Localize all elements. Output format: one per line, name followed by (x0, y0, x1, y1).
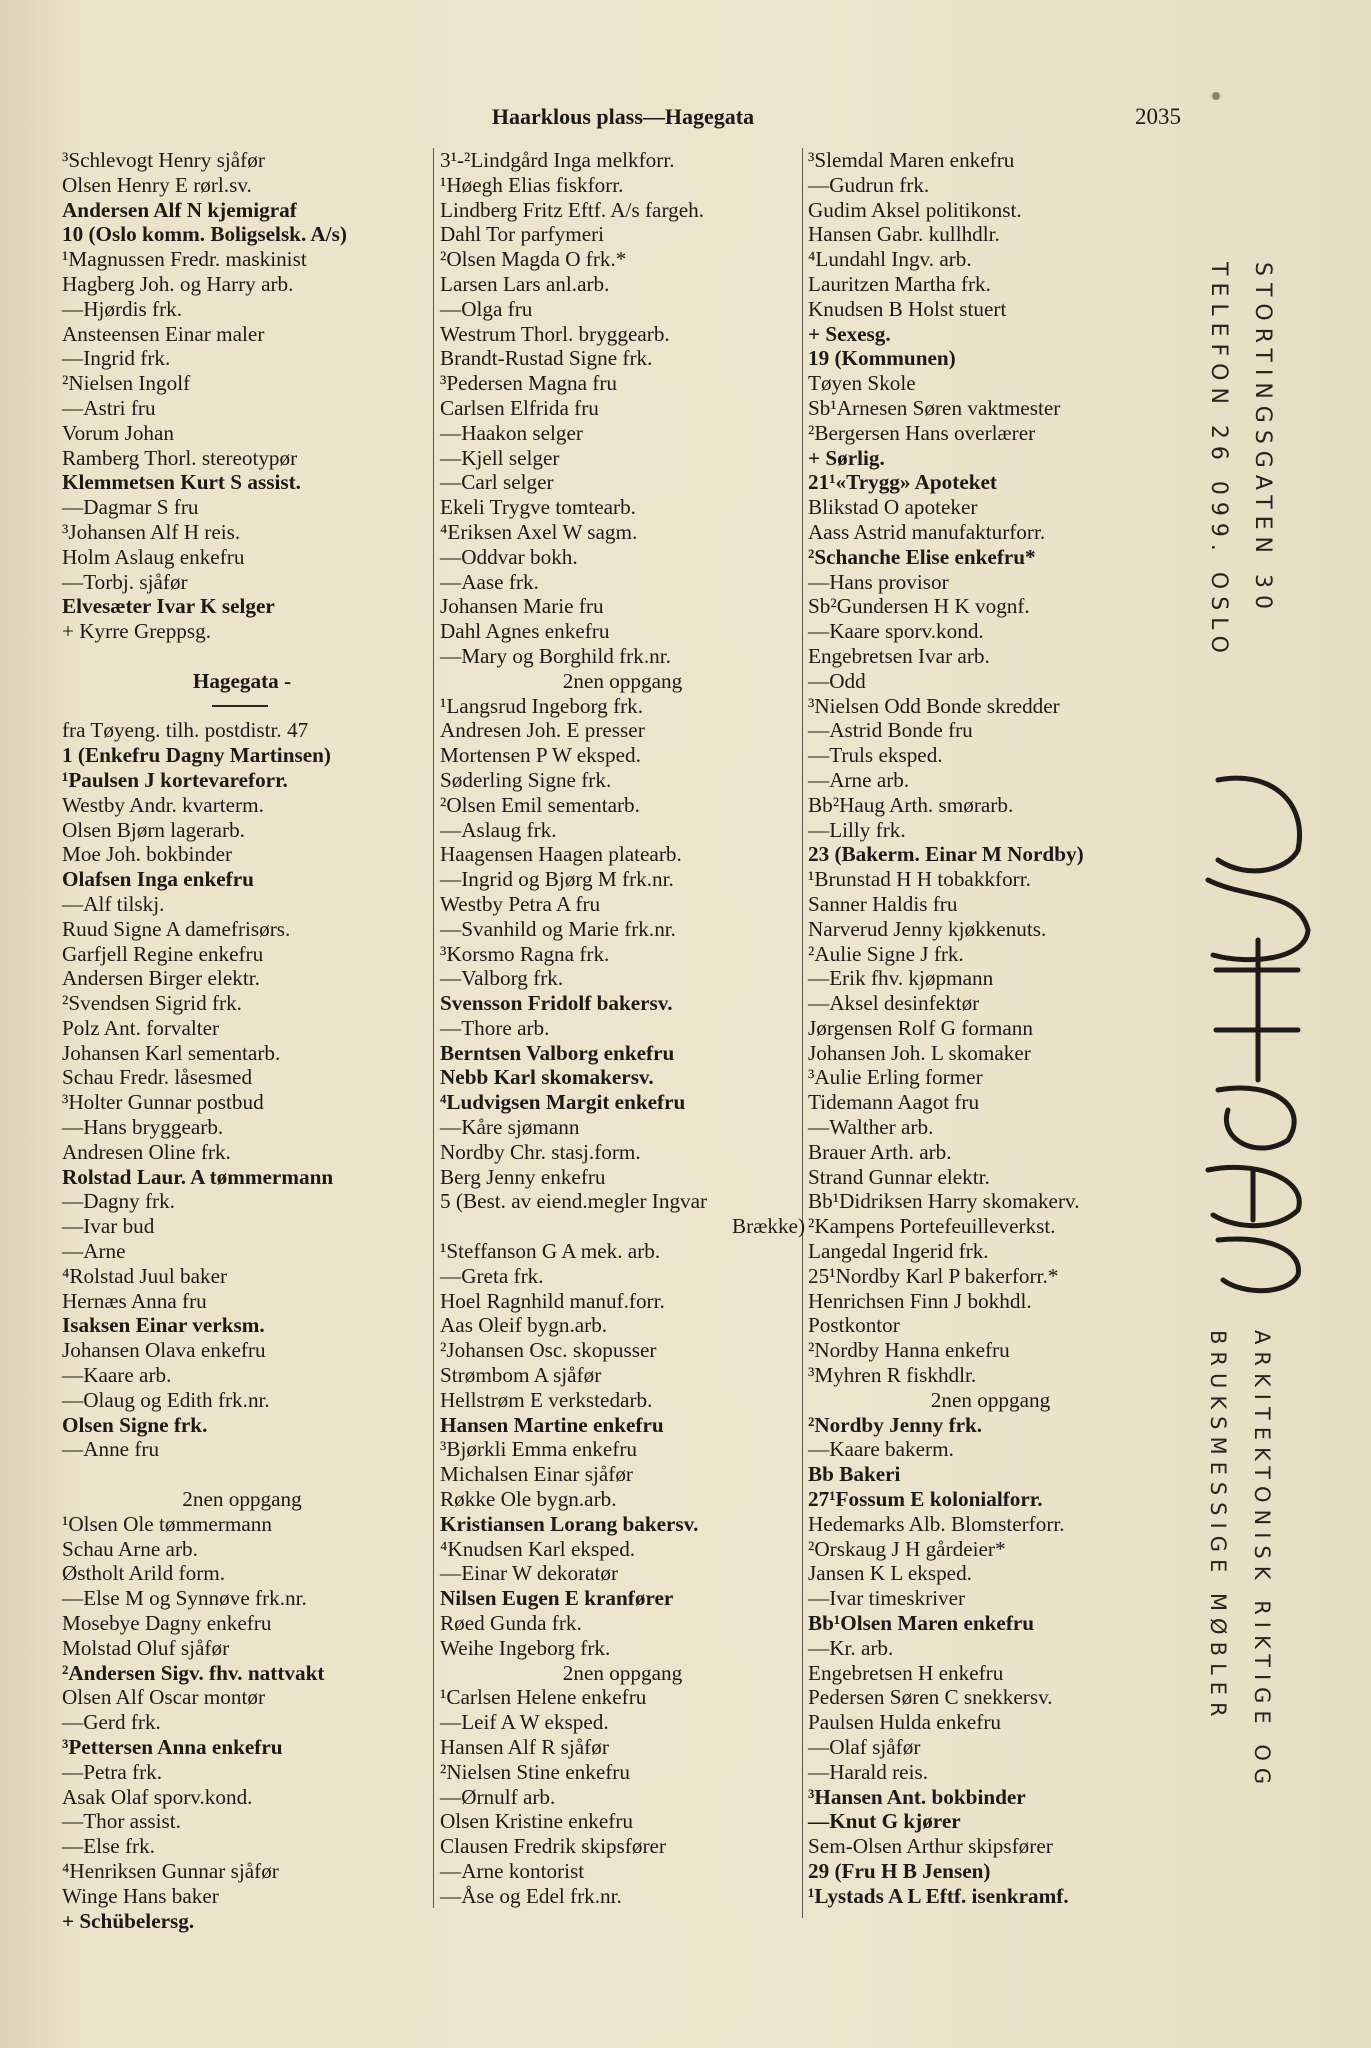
directory-entry: Carlsen Elfrida fru (440, 395, 599, 420)
directory-entry: —Oddvar bokh. (440, 544, 578, 569)
directory-entry: —Hjørdis frk. (62, 296, 183, 321)
directory-entry: Røkke Ole bygn.arb. (440, 1487, 617, 1512)
directory-entry: Westby Petra A fru (440, 891, 601, 916)
directory-entry: ²Svendsen Sigrid frk. (62, 991, 242, 1016)
directory-entry: Narverud Jenny kjøkkenuts. (808, 916, 1047, 941)
directory-entry: ⁴Eriksen Axel W sagm. (440, 519, 638, 544)
column-2 (440, 148, 805, 1909)
directory-entry: Dahl Agnes enkefru (440, 619, 610, 644)
directory-entry: Larsen Lars anl.arb. (440, 271, 610, 296)
directory-entry: ³Holter Gunnar postbud (62, 1090, 264, 1115)
directory-entry: Ruud Signe A damefrisørs. (62, 916, 291, 941)
directory-entry: Sem-Olsen Arthur skipsfører (808, 1834, 1053, 1859)
directory-entry: Haagensen Haagen platearb. (440, 842, 682, 867)
directory-entry: ²Aulie Signe J frk. (808, 941, 964, 966)
page-number: 2035 (1135, 104, 1181, 129)
company-signature-logo (1188, 760, 1318, 1300)
directory-entry: ³Aulie Erling former (808, 1065, 983, 1090)
directory-entry: Østholt Arild form. (62, 1561, 226, 1586)
directory-entry: Sb¹Arnesen Søren vaktmester (808, 395, 1061, 420)
directory-entry: Moe Joh. bokbinder (62, 842, 233, 867)
directory-entry: —Astri fru (62, 395, 156, 420)
directory-entry: ²Schanche Elise enkefru* (808, 544, 1036, 569)
section-rule (62, 694, 422, 719)
directory-entry: Nilsen Eugen E kranfører (440, 1586, 674, 1611)
directory-entry: Winge Hans baker (62, 1883, 219, 1908)
directory-entry: ⁴Rolstad Juul baker (62, 1263, 228, 1288)
page-title: Haarklous plass—Hagegata (491, 104, 755, 129)
directory-entry: —Haakon selger (440, 420, 583, 445)
directory-entry: Schau Fredr. låsesmed (62, 1065, 253, 1090)
directory-entry: —Ingrid og Bjørg M frk.nr. (440, 867, 674, 892)
directory-entry: Langedal Ingerid frk. (808, 1239, 989, 1264)
directory-entry: + Sexesg. (808, 321, 891, 346)
directory-entry: Polz Ant. forvalter (62, 1015, 220, 1040)
directory-entry: Weihe Ingeborg frk. (440, 1635, 611, 1660)
directory-entry: Ekeli Trygve tomtearb. (440, 495, 636, 520)
directory-entry: 19 (Kommunen) (808, 346, 956, 371)
directory-entry: ¹Olsen Ole tømmermann (62, 1511, 272, 1536)
directory-entry: ²Andersen Sigv. fhv. nattvakt (62, 1660, 325, 1685)
directory-entry: 2nen oppgang (562, 1660, 683, 1685)
directory-entry: Hellstrøm E verkstedarb. (440, 1387, 653, 1412)
directory-entry: —Thor assist. (62, 1809, 181, 1834)
directory-entry: —Odd (808, 668, 866, 693)
directory-entry: Søderling Signe frk. (440, 767, 612, 792)
directory-entry: ³Hansen Ant. bokbinder (808, 1784, 1026, 1809)
directory-entry: ¹Carlsen Helene enkefru (440, 1685, 647, 1710)
directory-entry: Bb¹Didriksen Harry skomakerv. (808, 1189, 1080, 1214)
directory-entry: —Åse og Edel frk.nr. (440, 1883, 622, 1908)
directory-entry: Klemmetsen Kurt S assist. (62, 470, 301, 495)
directory-entry: —Kaare bakerm. (808, 1437, 954, 1462)
directory-entry: ⁴Henriksen Gunnar sjåfør (62, 1858, 279, 1883)
directory-entry: ³Nielsen Odd Bonde skredder (808, 693, 1060, 718)
directory-entry: Blikstad O apoteker (808, 495, 978, 520)
directory-entry: Berntsen Valborg enkefru (440, 1040, 675, 1065)
directory-entry: —Leif A W eksped. (440, 1710, 609, 1735)
directory-entry: —Lilly frk. (808, 817, 906, 842)
directory-entry: 2nen oppgang (562, 668, 683, 693)
directory-entry: —Alf tilskj. (62, 891, 165, 916)
directory-entry: —Valborg frk. (440, 966, 564, 991)
directory-entry: Mortensen P W eksped. (440, 743, 641, 768)
directory-entry: Brække) (732, 1214, 805, 1239)
ink-dot (1212, 92, 1220, 100)
directory-entry: Hagegata - (192, 668, 292, 693)
directory-entry: 29 (Fru H B Jensen) (808, 1858, 991, 1883)
directory-entry: Hansen Martine enkefru (440, 1412, 664, 1437)
directory-entry: Molstad Oluf sjåfør (62, 1635, 230, 1660)
directory-entry: —Hans provisor (808, 569, 949, 594)
directory-entry: 21¹«Trygg» Apoteket (808, 470, 997, 495)
directory-entry: Isaksen Einar verksm. (62, 1313, 265, 1338)
directory-entry: Strand Gunnar elektr. (808, 1164, 990, 1189)
directory-entry: 2nen oppgang (182, 1487, 302, 1512)
directory-entry: Postkontor (808, 1313, 900, 1338)
directory-entry: + Schübelersg. (62, 1908, 195, 1933)
directory-entry: Johansen Joh. L skomaker (808, 1040, 1031, 1065)
directory-entry: —Truls eksped. (808, 743, 943, 768)
directory-entry: Johansen Karl sementarb. (62, 1040, 281, 1065)
directory-entry: Aas Oleif bygn.arb. (440, 1313, 608, 1338)
directory-entry: Johansen Olava enkefru (62, 1338, 266, 1363)
directory-entry: ¹Lystads A L Eftf. isenkramf. (808, 1883, 1069, 1908)
directory-entry: Andresen Joh. E presser (440, 718, 645, 743)
directory-entry: Andersen Alf N kjemigraf (62, 197, 297, 222)
ad-slogan-2: BRUKSMESSIGE MØBLER (1206, 1330, 1230, 1724)
directory-entry: Brandt-Rustad Signe frk. (440, 346, 653, 371)
directory-entry: Hernæs Anna fru (62, 1288, 207, 1313)
directory-entry: —Greta frk. (440, 1263, 544, 1288)
directory-entry: ³Schlevogt Henry sjåfør (62, 148, 265, 172)
directory-entry: Asak Olaf sporv.kond. (62, 1784, 253, 1809)
directory-entry: —Gerd frk. (62, 1710, 161, 1735)
directory-entry: fra Tøyeng. tilh. postdistr. 47 (62, 718, 309, 743)
directory-entry: —Aase frk. (440, 569, 539, 594)
directory-entry: Ansteensen Einar maler (62, 321, 265, 346)
ad-address: STORTINGSGATEN 30 (1250, 262, 1275, 616)
ad-slogan-1: ARKITEKTONISK RIKTIGE OG (1250, 1330, 1274, 1792)
directory-entry: ¹Brunstad H H tobakkforr. (808, 867, 1031, 892)
directory-entry: 2nen oppgang (930, 1387, 1051, 1412)
directory-entry: —Kaare sporv.kond. (808, 619, 984, 644)
directory-entry: —Else frk. (62, 1834, 155, 1859)
directory-entry: —Harald reis. (808, 1759, 929, 1784)
directory-entry: Garfjell Regine enkefru (62, 941, 264, 966)
directory-entry: Berg Jenny enkefru (440, 1164, 606, 1189)
directory-entry: ²Nordby Jenny frk. (808, 1412, 983, 1437)
directory-entry: —Aksel desinfektør (808, 991, 980, 1016)
directory-entry: —Walther arb. (808, 1115, 934, 1140)
directory-entry: —Ingrid frk. (62, 346, 171, 371)
directory-entry: Svensson Fridolf bakersv. (440, 991, 673, 1016)
directory-entry: ²Nordby Hanna enkefru (808, 1338, 1010, 1363)
directory-entry: Holm Aslaug enkefru (62, 544, 245, 569)
directory-entry: Nordby Chr. stasj.form. (440, 1139, 641, 1164)
directory-entry: Engebretsen Ivar arb. (808, 643, 990, 668)
directory-entry: Andresen Oline frk. (62, 1139, 231, 1164)
column-divider-1 (433, 148, 434, 1908)
directory-entry: + Kyrre Greppsg. (62, 619, 212, 644)
directory-entry: —Kåre sjømann (440, 1115, 580, 1140)
directory-entry: Olsen Kristine enkefru (440, 1809, 633, 1834)
directory-entry: 10 (Oslo komm. Boligselsk. A/s) (62, 222, 347, 247)
directory-entry: ³Korsmo Ragna frk. (440, 941, 610, 966)
directory-entry: Engebretsen H enkefru (808, 1660, 1004, 1685)
ad-phone: TELEFON 26 099. OSLO (1206, 262, 1231, 660)
directory-entry: Knudsen B Holst stuert (808, 296, 1007, 321)
directory-entry: —Olaf sjåfør (808, 1735, 921, 1759)
directory-entry: Elvesæter Ivar K selger (62, 594, 275, 619)
directory-entry: Jørgensen Rolf G formann (808, 1015, 1033, 1040)
directory-entry: ³Slemdal Maren enkefru (808, 148, 1015, 172)
column-1 (62, 148, 422, 1933)
directory-entry: Jansen K L eksped. (808, 1561, 972, 1586)
directory-entry: Bb²Haug Arth. smørarb. (808, 792, 1014, 817)
directory-entry: Sanner Haldis fru (808, 891, 958, 916)
directory-entry: —Astrid Bonde fru (808, 718, 973, 743)
directory-entry: ³Johansen Alf H reis. (62, 519, 241, 544)
directory-entry: Johansen Marie fru (440, 594, 604, 619)
directory-entry: Kristiansen Lorang bakersv. (440, 1511, 699, 1536)
directory-entry: Olsen Signe frk. (62, 1412, 208, 1437)
directory-entry: ²Johansen Osc. skopusser (440, 1338, 657, 1363)
directory-entry: —Svanhild og Marie frk.nr. (440, 916, 676, 941)
directory-entry: ²Bergersen Hans overlærer (808, 420, 1036, 445)
directory-entry: —Hans bryggearb. (62, 1115, 224, 1140)
directory-entry: ²Olsen Emil sementarb. (440, 792, 640, 817)
directory-entry: —Arne arb. (808, 767, 910, 792)
directory-entry: —Carl selger (440, 470, 554, 495)
directory-entry: Clausen Fredrik skipsfører (440, 1834, 666, 1859)
directory-entry: Westby Andr. kvarterm. (62, 792, 264, 817)
directory-entry: Hansen Gabr. kullhdlr. (808, 222, 1000, 247)
directory-entry: Westrum Thorl. bryggearb. (440, 321, 670, 346)
directory-entry: ²Nielsen Stine enkefru (440, 1759, 630, 1784)
directory-entry: —Olaug og Edith frk.nr. (62, 1387, 270, 1412)
directory-entry: ³Bjørkli Emma enkefru (440, 1437, 637, 1462)
directory-entry: Ramberg Thorl. stereotypør (62, 445, 298, 470)
directory-entry: Røed Gunda frk. (440, 1611, 582, 1636)
directory-entry: —Kr. arb. (808, 1635, 894, 1660)
directory-entry: ¹Magnussen Fredr. maskinist (62, 247, 307, 272)
directory-entry: Bb¹Olsen Maren enkefru (808, 1611, 1035, 1636)
directory-entry: Vorum Johan (62, 420, 175, 445)
directory-entry: Michalsen Einar sjåfør (440, 1462, 633, 1487)
directory-entry: ¹Steffanson G A mek. arb. (440, 1239, 661, 1264)
directory-entry: —Anne fru (62, 1437, 160, 1462)
directory-entry: 23 (Bakerm. Einar M Nordby) (808, 842, 1084, 867)
directory-entry: —Mary og Borghild frk.nr. (440, 643, 671, 668)
directory-entry: —Kjell selger (440, 445, 560, 470)
directory-entry: Paulsen Hulda enkefru (808, 1710, 1001, 1735)
directory-entry: Andersen Birger elektr. (62, 966, 260, 991)
column-3 (808, 148, 1173, 1909)
directory-entry: Rolstad Laur. A tømmermann (62, 1164, 334, 1189)
directory-entry: ⁴Lundahl Ingv. arb. (808, 247, 972, 272)
blank-line (62, 644, 422, 669)
directory-entry: Olsen Henry E rørl.sv. (62, 172, 252, 197)
directory-entry: Olsen Alf Oscar montør (62, 1685, 266, 1710)
directory-entry: —Dagny frk. (62, 1189, 175, 1214)
directory-entry: Mosebye Dagny enkefru (62, 1611, 272, 1636)
directory-entry: ³Pettersen Anna enkefru (62, 1735, 283, 1759)
directory-entry: Tøyen Skole (808, 371, 916, 396)
directory-entry: Schau Arne arb. (62, 1536, 198, 1561)
directory-entry: Aass Astrid manufakturforr. (808, 519, 1046, 544)
directory-entry: Bb Bakeri (808, 1462, 901, 1487)
directory-entry: —Einar W dekoratør (440, 1561, 619, 1586)
directory-entry: ¹Paulsen J kortevareforr. (62, 767, 288, 792)
directory-entry: Pedersen Søren C snekkersv. (808, 1685, 1053, 1710)
directory-entry: ³Pedersen Magna fru (440, 371, 617, 396)
directory-entry: Tidemann Aagot fru (808, 1090, 980, 1115)
directory-entry: —Kaare arb. (62, 1363, 172, 1388)
directory-entry: —Olga fru (440, 296, 533, 321)
directory-entry: —Gudrun frk. (808, 172, 930, 197)
directory-entry: Olsen Bjørn lagerarb. (62, 817, 245, 842)
directory-entry: Dahl Tor parfymeri (440, 222, 605, 247)
directory-entry: —Petra frk. (62, 1759, 163, 1784)
directory-entry: Olafsen Inga enkefru (62, 867, 254, 892)
directory-entry: 5 (Best. av eiend.megler Ingvar (440, 1189, 708, 1214)
directory-entry: Lauritzen Martha frk. (808, 271, 991, 296)
directory-entry: —Else M og Synnøve frk.nr. (62, 1586, 307, 1611)
directory-entry: ²Kampens Portefeuilleverkst. (808, 1214, 1056, 1239)
directory-entry: —Thore arb. (440, 1015, 550, 1040)
directory-entry: —Torbj. sjåfør (62, 569, 188, 594)
directory-entry: Hansen Alf R sjåfør (440, 1735, 609, 1759)
directory-entry: ³Myhren R fiskhdlr. (808, 1363, 977, 1388)
directory-entry: —Arne kontorist (440, 1858, 585, 1883)
directory-entry: 1 (Enkefru Dagny Martinsen) (62, 743, 331, 768)
directory-entry: Nebb Karl skomakersv. (440, 1065, 654, 1090)
directory-entry: Hoel Ragnhild manuf.forr. (440, 1288, 665, 1313)
directory-entry: —Dagmar S fru (62, 495, 199, 520)
directory-entry: Brauer Arth. arb. (808, 1139, 952, 1164)
directory-entry: —Ivar timeskriver (808, 1586, 966, 1611)
directory-entry: Strømbom A sjåfør (440, 1363, 602, 1388)
directory-entry: Hedemarks Alb. Blomsterforr. (808, 1511, 1065, 1536)
blank-line (62, 1462, 422, 1487)
directory-entry: 3¹-²Lindgård Inga melkforr. (440, 148, 675, 172)
directory-entry: —Ivar bud (62, 1214, 155, 1239)
directory-entry: Sb²Gundersen H K vognf. (808, 594, 1030, 619)
directory-entry: Hagberg Joh. og Harry arb. (62, 271, 294, 296)
directory-entry: 25¹Nordby Karl P bakerforr.* (808, 1263, 1059, 1288)
directory-entry: ¹Høegh Elias fiskforr. (440, 172, 624, 197)
directory-entry: —Arne (62, 1239, 126, 1264)
directory-entry: ⁴Knudsen Karl eksped. (440, 1536, 636, 1561)
directory-entry: —Ørnulf arb. (440, 1784, 556, 1809)
directory-entry: ²Olsen Magda O frk.* (440, 247, 627, 272)
directory-entry: Gudim Aksel politikonst. (808, 197, 1022, 222)
directory-entry: 27¹Fossum E kolonialforr. (808, 1487, 1043, 1512)
directory-entry: Henrichsen Finn J bokhdl. (808, 1288, 1032, 1313)
directory-entry: ⁴Ludvigsen Margit enkefru (440, 1090, 686, 1115)
directory-entry: ²Nielsen Ingolf (62, 371, 191, 396)
directory-entry: ¹Langsrud Ingeborg frk. (440, 693, 644, 718)
directory-entry: —Knut G kjører (808, 1809, 961, 1834)
directory-entry: Lindberg Fritz Eftf. A/s fargeh. (440, 197, 705, 222)
directory-entry: —Erik fhv. kjøpmann (808, 966, 994, 991)
directory-entry: —Aslaug frk. (440, 817, 557, 842)
directory-entry: + Sørlig. (808, 445, 885, 470)
directory-entry: ²Orskaug J H gårdeier* (808, 1536, 1006, 1561)
